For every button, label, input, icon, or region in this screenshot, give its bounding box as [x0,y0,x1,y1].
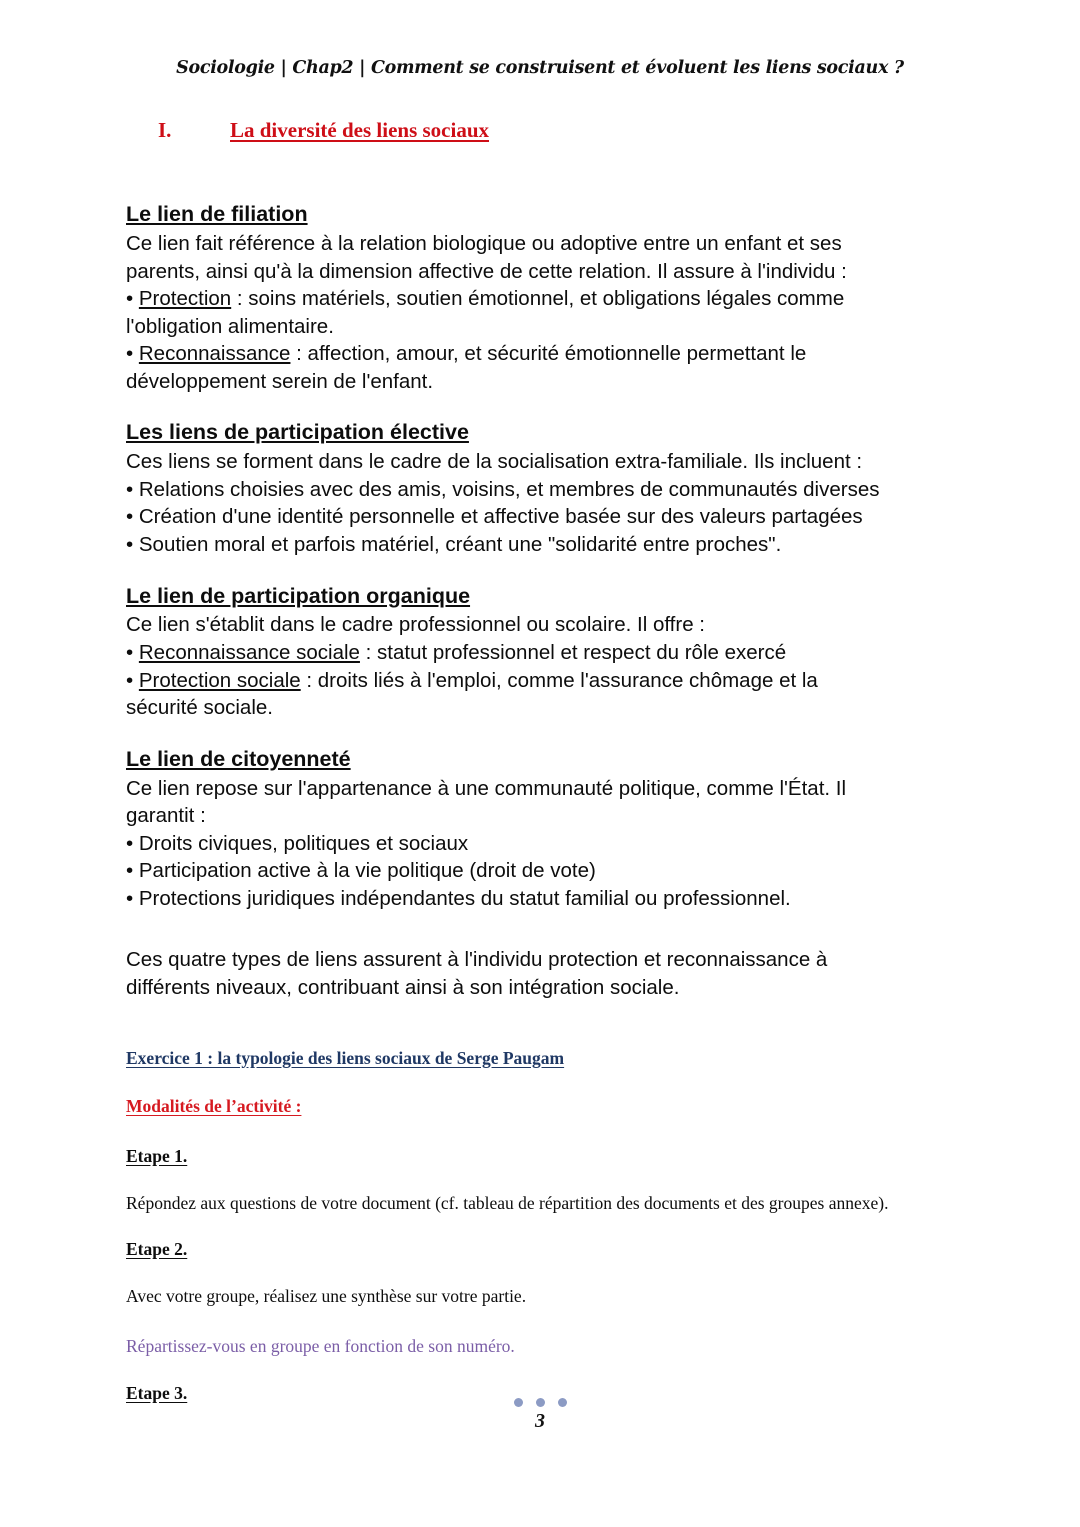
footer-dot [558,1398,567,1407]
footer-dot [514,1398,523,1407]
bullet-line: • Reconnaissance sociale : statut professionnel et respect du rôle exercé [126,641,787,664]
body-line: développement serein de l'enfant. [126,369,434,393]
closing-paragraph [126,946,954,1001]
underlined-term: Protection [138,287,232,311]
content-blocks [126,201,954,912]
footer-dots [0,1398,1080,1407]
section-heading [158,118,954,143]
page-footer [0,1398,1080,1433]
bullet-icon: • [126,668,139,692]
underlined-term: Reconnaissance sociale [138,641,360,664]
underlined-term: Protection sociale [138,668,301,692]
bullet-line: • Protection sociale : droits liés à l'emploi, comme l'assurance chômage et la [126,668,818,692]
closing-line: Ces quatre types de liens assurent à l'individu protection et reconnaissance à [126,948,828,972]
body-line: parents, ainsi qu'à la dimension affective de cette relation. Il assure à l'individu : [126,259,847,283]
block-heading: Le lien de filiation [126,202,308,226]
bullet-line: • Protections juridiques indépendantes du statut familial ou professionnel. [126,886,791,910]
exercise-step-label: Etape 2. [126,1238,188,1259]
bullet-icon: • [126,641,139,664]
footer-dot [536,1398,545,1407]
bullet-icon: • [126,287,139,311]
page-number: 3 [535,1410,545,1432]
bullet-icon: • [126,859,139,883]
block-heading: Les liens de participation élective [126,420,469,445]
content-block [126,746,954,913]
underlined-term: Reconnaissance [138,342,291,366]
bullet-icon: • [126,342,139,366]
exercise-step-label: Etape 3. [126,1382,188,1403]
exercise-title: Exercice 1 : la typologie des liens sociaux de Serge Paugam [126,1047,565,1068]
body-line: Ce lien s'établit dans le cadre professionnel ou scolaire. Il offre : [126,613,705,637]
bullet-line: • Protection : soins matériels, soutien émotionnel, et obligations légales comme [126,287,845,311]
bullet-icon: • [126,532,139,556]
section-numeral: I. [158,118,172,142]
bullet-icon: • [126,477,139,501]
bullet-line: • Reconnaissance : affection, amour, et sécurité émotionnelle permettant le [126,342,807,366]
body-line: Ce lien fait référence à la relation biologique ou adoptive entre un enfant et ses [126,231,842,255]
content-block [126,201,954,395]
exercise-step-note: Répartissez-vous en groupe en fonction de son numéro. [126,1336,515,1357]
block-heading: Le lien de participation organique [126,583,471,608]
document-content [126,118,954,1426]
bullet-line: • Participation active à la vie politique (droit de vote) [126,859,596,883]
content-block [126,583,954,722]
bullet-line: • Soutien moral et parfois matériel, créant une "solidarité entre proches". [126,532,782,556]
section-title: La diversité des liens sociaux [230,118,490,142]
bullet-line: • Création d'une identité personnelle et affective basée sur des valeurs partagées [126,505,863,529]
body-line: sécurité sociale. [126,696,273,720]
bullet-icon: • [126,886,139,910]
exercise-step-text: Avec votre groupe, réalisez une synthèse sur votre partie. [126,1285,527,1306]
body-line: l'obligation alimentaire. [126,314,334,338]
running-header: Sociologie | Chap2 | Comment se construisent et évoluent les liens sociaux ? [176,58,904,78]
content-block [126,419,954,558]
closing-line: différents niveaux, contribuant ainsi à son intégration sociale. [126,976,680,999]
body-line: Ces liens se forment dans le cadre de la socialisation extra-familiale. Ils incluent : [126,450,863,474]
exercise-step-label: Etape 1. [126,1145,188,1166]
exercise-section [126,1048,954,1404]
block-heading: Le lien de citoyenneté [126,746,351,771]
exercise-modalities-label: Modalités de l’activité : [126,1095,302,1116]
body-line: Ce lien repose sur l'appartenance à une communauté politique, comme l'État. Il [126,776,847,800]
bullet-line: • Droits civiques, politiques et sociaux [126,831,469,855]
exercise-step-text: Répondez aux questions de votre document (cf. tableau de répartition des documents et des groupes annexe). [126,1192,889,1213]
bullet-icon: • [126,505,139,529]
bullet-line: • Relations choisies avec des amis, voisins, et membres de communautés diverses [126,477,880,501]
bullet-icon: • [126,831,139,855]
body-line: garantit : [126,804,206,828]
